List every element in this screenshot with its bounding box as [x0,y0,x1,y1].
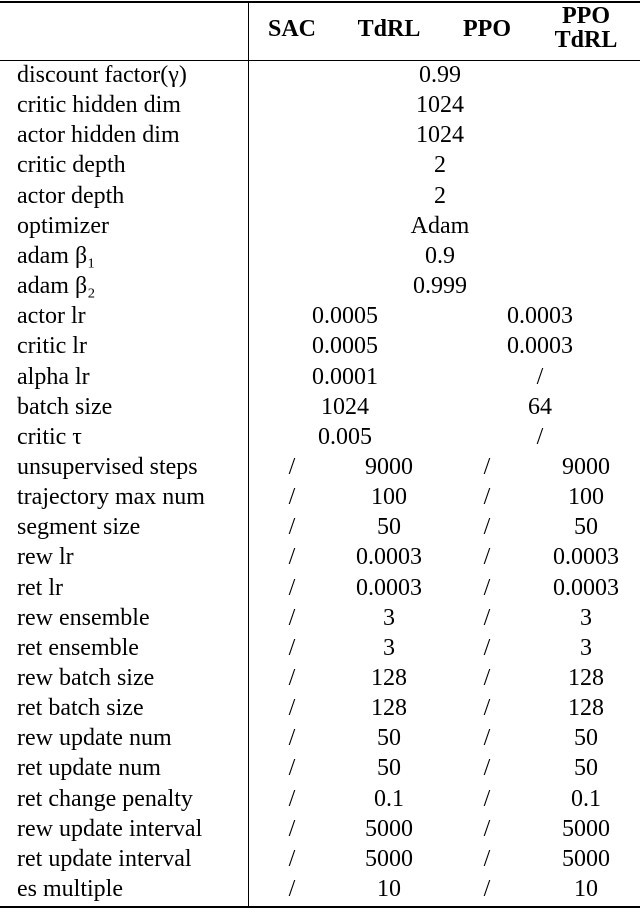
value-all: 0.9 [425,242,455,269]
value-sac-tdrl: 0.0005 [312,303,378,330]
value-cell: / [483,815,491,842]
value-cell: 10 [377,876,401,903]
value-cell: 50 [377,755,401,782]
table-bottom-rule [0,906,640,908]
value-cell: / [288,665,296,691]
table-row [0,392,640,422]
table-row [0,482,640,512]
value-cell: 3 [383,604,395,631]
table-row [0,844,640,874]
value-all: 2 [434,182,446,209]
table-row [0,211,640,241]
value-ppo: 0.0003 [507,333,573,360]
value-cell: 50 [574,725,598,752]
value-cell: 0.0003 [553,544,619,571]
value-ppo: / [536,423,544,450]
row-label: critic depth [17,152,126,179]
value-ppo: 64 [528,393,552,420]
table-row [0,603,640,633]
value-cell: / [483,544,491,571]
table-row [0,874,640,904]
row-label: ret lr [17,574,63,601]
value-all: 1024 [416,122,464,149]
value-cell: / [483,785,491,812]
value-cell: / [483,876,491,903]
value-all: 0.99 [419,62,461,88]
row-label: critic hidden dim [17,92,181,119]
row-label: ret batch size [17,695,144,722]
row-label: critic τ [17,423,82,450]
row-label: unsupervised steps [17,453,198,480]
value-cell: 50 [377,514,401,541]
value-cell: 100 [568,484,604,511]
value-cell: / [288,725,296,752]
value-cell: 3 [580,634,592,661]
header-sac: SAC [267,16,317,42]
table-row [0,693,640,723]
row-label: rew update num [17,725,172,752]
table-row [0,362,640,392]
value-cell: 50 [574,755,598,782]
value-cell: / [483,725,491,752]
row-label: rew lr [17,544,74,571]
value-cell: / [288,695,296,722]
row-label: rew batch size [17,665,155,691]
value-cell: / [483,845,491,872]
value-cell: 128 [568,695,604,722]
value-cell: 9000 [365,453,413,480]
row-label: actor hidden dim [17,122,180,149]
table-row [0,181,640,211]
value-cell: 0.0003 [356,574,422,601]
table-row [0,90,640,120]
value-cell: / [483,453,491,480]
value-all: Adam [410,212,470,239]
value-cell: / [483,484,491,511]
row-label: ret update interval [17,845,192,872]
row-label: actor depth [17,182,125,209]
value-cell: 128 [568,665,604,691]
row-label: adam β₂ [17,273,96,300]
value-cell: / [483,634,491,661]
value-cell: / [483,574,491,601]
header-ppo-tdrl: PPO TdRL [554,3,618,53]
value-cell: / [483,604,491,631]
value-cell: / [288,785,296,812]
value-cell: / [288,544,296,571]
value-cell: / [288,604,296,631]
value-sac-tdrl: 0.0001 [312,363,378,390]
row-label: segment size [17,514,141,541]
value-all: 2 [434,152,446,179]
value-cell: / [288,876,296,903]
row-label: es multiple [17,876,123,903]
row-label: rew update interval [17,815,203,842]
value-cell: / [288,845,296,872]
row-label: trajectory max num [17,484,205,511]
row-label: critic lr [17,333,87,360]
table-row [0,120,640,150]
header-tdrl: TdRL [357,16,421,42]
value-sac-tdrl: 0.005 [318,423,372,450]
table-row [0,301,640,331]
value-cell: / [483,695,491,722]
table-row [0,633,640,663]
row-label: ret update num [17,755,161,782]
value-ppo: 0.0003 [507,303,573,330]
table-row [0,331,640,361]
value-cell: 128 [371,665,407,691]
value-cell: 0.1 [571,785,601,812]
row-label: batch size [17,393,113,420]
value-cell: / [288,484,296,511]
table-row [0,753,640,783]
value-cell: 5000 [562,845,610,872]
value-cell: 9000 [562,453,610,480]
value-cell: 100 [371,484,407,511]
table-top-rule [0,1,640,3]
value-cell: 0.0003 [553,574,619,601]
value-cell: / [288,815,296,842]
value-cell: / [288,514,296,541]
value-cell: / [483,665,491,691]
value-sac-tdrl: 0.0005 [312,333,378,360]
row-label: actor lr [17,303,86,330]
value-ppo: / [536,363,544,390]
value-cell: 0.1 [374,785,404,812]
header-ppo: PPO [463,16,511,42]
table-row [0,150,640,180]
value-cell: / [288,634,296,661]
value-cell: / [288,755,296,782]
value-cell: / [483,514,491,541]
table-row [0,512,640,542]
table-row [0,663,640,693]
value-sac-tdrl: 1024 [321,393,369,420]
value-cell: 5000 [365,815,413,842]
value-cell: 0.0003 [356,544,422,571]
value-cell: 5000 [365,845,413,872]
table-row [0,422,640,452]
row-label: optimizer [17,212,109,239]
value-cell: 3 [383,634,395,661]
table-row [0,784,640,814]
table-row [0,271,640,301]
table-row [0,723,640,753]
value-cell: / [483,755,491,782]
row-label: ret change penalty [17,785,193,812]
value-cell: 3 [580,604,592,631]
value-cell: / [288,574,296,601]
value-cell: 50 [377,725,401,752]
row-label: discount factor(γ) [17,62,187,88]
table-row [0,814,640,844]
table-row [0,60,640,90]
table-row [0,573,640,603]
row-label: alpha lr [17,363,90,390]
table-row [0,241,640,271]
value-cell: 128 [371,695,407,722]
table-row [0,452,640,482]
value-all: 1024 [416,92,464,119]
row-label: adam β₁ [17,242,96,269]
value-cell: 10 [574,876,598,903]
value-cell: 5000 [562,815,610,842]
table-row [0,542,640,572]
row-label: ret ensemble [17,634,139,661]
value-all: 0.999 [413,273,467,300]
value-cell: 50 [574,514,598,541]
value-cell: / [288,453,296,480]
row-label: rew ensemble [17,604,150,631]
